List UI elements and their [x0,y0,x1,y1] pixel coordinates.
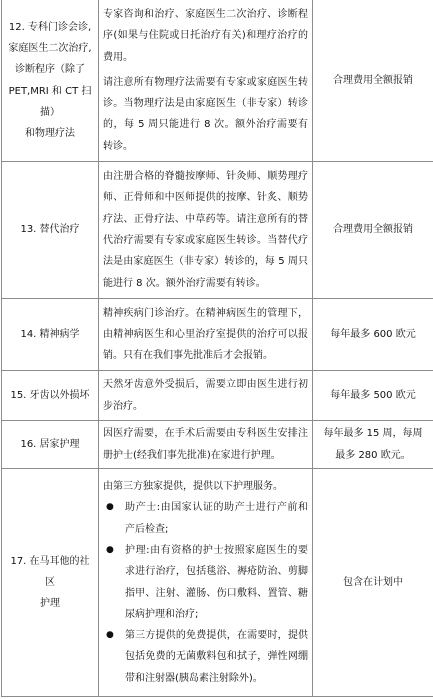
list-item [103,540,308,625]
description-paragraph: 精神疾病门诊治疗。在精神病医生的管理下，由精神病医生和心里治疗室提供的治疗可以报销。只有在我们事先批准后才会报销。 [103,307,308,362]
service-bullet-list [103,497,308,689]
table-row [2,469,433,697]
benefit-label-cell [2,421,99,469]
benefit-label-cell [2,371,99,421]
description-paragraph: 因医疗需要，在手术后需要由专科医生安排注册护士(经我们事先批准)在家进行护理。 [103,428,308,461]
table-row [2,421,433,469]
benefit-description-cell [99,162,313,299]
benefit-label-line: 13. 替代治疗 [20,224,80,236]
benefit-description-cell [99,0,313,162]
description-paragraph: 请注意所有物理疗法需要有专家或家庭医生转诊。当物理疗法是由家庭医生（非专家）转诊的，每 5 周只能进行 8 次。额外治疗需要有转诊。 [103,76,308,152]
benefit-label-line: 家庭医生二次治疗, [8,42,92,54]
description-intro: 由第三方独家提供，提供以下护理服务。 [103,481,283,493]
benefit-label-line: 12. 专科门诊会诊, [8,21,92,33]
list-item-text: 助产士:由国家认证的助产士进行产前和产后检查; [125,502,308,535]
coverage-cell [313,0,433,162]
benefit-description-cell [99,421,313,469]
coverage-text: 每年最多 15 周，每周 [323,428,423,440]
benefit-label-line: 护理 [40,598,60,610]
coverage-cell [313,371,433,421]
bullet-icon: ● [106,544,114,555]
benefit-label-cell [2,469,99,697]
benefit-description-cell [99,371,313,421]
coverage-cell [313,162,433,299]
benefit-label-line: 诊断程序（除了 [15,64,85,76]
coverage-text: 合理费用全额报销 [333,224,413,236]
table-row [2,371,433,421]
table-row [2,162,433,299]
benefit-description-cell [99,299,313,371]
benefit-label-line: 14. 精神病学 [20,328,80,340]
coverage-text: 每年最多 500 欧元 [330,389,416,401]
benefits-table [1,0,433,697]
bullet-icon: ● [106,630,114,641]
bullet-icon: ● [106,502,114,513]
benefit-label-line: 和物理疗法 [25,128,75,140]
benefit-label-line: 15. 牙齿以外损坏 [10,389,90,401]
list-item-text: 第三方提供的免费提供，在需要时，提供包括免费的无菌敷料包和拭子，弹性网绷带和注射器(胰岛素注射除外)。 [125,630,308,684]
coverage-text: 最多 280 欧元。 [335,449,411,461]
benefit-label-line: 17. 在马耳他的社区 [10,555,90,588]
coverage-text: 合理费用全额报销 [333,74,413,86]
table-row [2,0,433,162]
coverage-cell [313,299,433,371]
benefit-label-line: 16. 居家护理 [20,438,80,450]
coverage-cell [313,469,433,697]
coverage-text: 包含在计划中 [343,576,403,588]
list-item [103,625,308,689]
benefit-label-cell [2,0,99,162]
benefit-label-cell [2,162,99,299]
coverage-cell [313,421,433,469]
benefit-description-cell [99,469,313,697]
benefit-label-cell [2,299,99,371]
coverage-text: 每年最多 600 欧元 [330,328,416,340]
list-item-text: 护理:由有资格的护士按照家庭医生的要求进行治疗，包括毯浴、褥疮防治、剪脚指甲、注射、灌肠、伤口敷料、置管、糖尿病护理和治疗; [125,544,308,620]
table-row [2,299,433,371]
description-paragraph: 天然牙齿意外受损后，需要立即由医生进行初步治疗。 [103,379,308,412]
description-paragraph: 由注册合格的脊髓按摩师、针灸师、顺势理疗师、正骨师和中医师提供的按摩、针炙、顺势疗法、正骨疗法、中草药等。请注意所有的替代治疗需要有专家或家庭医生转诊。当替代疗法是由家庭医生（非专家）转诊的，每 5 周只能进行 8 次。额外治疗需要有转诊。 [103,171,308,289]
description-paragraph: 专家咨询和治疗、家庭医生二次治疗、诊断程序(如果与住院或日托治疗有关)和理疗治疗的费用。 [103,8,308,63]
benefit-label-line: PET,MRI 和 CT 扫描） [8,85,92,118]
list-item [103,497,308,540]
